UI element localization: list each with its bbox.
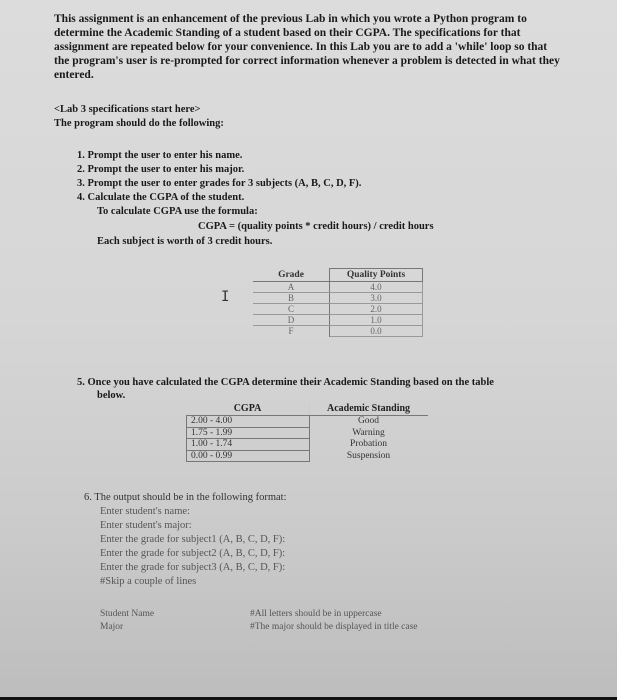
- table-row: [253, 282, 423, 293]
- student-name-label: Student Name: [100, 609, 155, 619]
- output-line: Enter the grade for subject3 (A, B, C, D, F):: [100, 562, 286, 573]
- table-row: [253, 293, 423, 304]
- table-row: [253, 315, 423, 326]
- intro-paragraph: This assignment is an enhancement of the previous Lab in which you wrote a Python program to determine the Academic Standing of a student based on their CGPA. The specifications for that assignment are repeated below for your convenience. In this Lab you are to add a 'while' loop so that the program's user is re-prompted for correct information whenever a problem is detected in what they entered.: [54, 13, 560, 81]
- cgpa-cell: 1.75 - 1.99: [187, 427, 310, 439]
- grade-cell: F: [253, 326, 330, 337]
- uppercase-note: #All letters should be in uppercase: [250, 609, 382, 619]
- grade-table: [253, 268, 423, 337]
- table-row: [253, 326, 423, 337]
- program-should-heading: The program should do the following:: [54, 118, 224, 129]
- standing-cell: Good: [357, 416, 380, 427]
- step-2: 2. Prompt the user to enter his major.: [77, 164, 245, 175]
- quality-cell: 4.0: [330, 282, 423, 293]
- quality-cell: 3.0: [330, 293, 423, 304]
- grade-cell: A: [253, 282, 330, 293]
- output-line: Enter student's major:: [100, 520, 192, 531]
- step-5-continuation: below.: [97, 390, 126, 401]
- table-row: [253, 304, 423, 315]
- cgpa-cell: 0.00 - 0.99: [187, 450, 310, 462]
- output-line: Enter the grade for subject2 (A, B, C, D, F):: [100, 548, 286, 559]
- step-6: 6. The output should be in the following format:: [84, 492, 287, 503]
- grade-header: Grade: [253, 269, 330, 282]
- step-1: 1. Prompt the user to enter his name.: [77, 150, 243, 161]
- table-row: [187, 439, 428, 451]
- cgpa-header: CGPA: [187, 403, 310, 416]
- grade-cell: C: [253, 304, 330, 315]
- step-5: 5. Once you have calculated the CGPA determine their Academic Standing based on the table: [77, 377, 494, 388]
- standing-cell: Warning: [352, 427, 385, 438]
- output-line: Enter student's name:: [100, 506, 190, 517]
- quality-cell: 0.0: [330, 326, 423, 337]
- output-line: Enter the grade for subject1 (A, B, C, D, F):: [100, 534, 286, 545]
- cgpa-cell: 1.00 - 1.74: [187, 439, 310, 451]
- academic-standing-table: [186, 403, 428, 462]
- spec-start-marker: <Lab 3 specifications start here>: [54, 104, 201, 115]
- output-line: #Skip a couple of lines: [100, 576, 197, 587]
- text-cursor-icon: I: [221, 289, 230, 305]
- step-4: 4. Calculate the CGPA of the student.: [77, 192, 245, 203]
- standing-cell: Suspension: [346, 450, 391, 461]
- quality-cell: 1.0: [330, 315, 423, 326]
- credit-hours-note: Each subject is worth of 3 credit hours.: [97, 236, 273, 247]
- table-row: [187, 450, 428, 462]
- quality-points-header: Quality Points: [330, 269, 423, 282]
- table-row: [187, 427, 428, 439]
- grade-cell: B: [253, 293, 330, 304]
- standing-header: Academic Standing: [309, 403, 428, 416]
- table-row: [187, 416, 428, 428]
- cgpa-cell: 2.00 - 4.00: [187, 416, 310, 428]
- quality-cell: 2.0: [330, 304, 423, 315]
- major-label: Major: [100, 622, 124, 632]
- step-3: 3. Prompt the user to enter grades for 3 subjects (A, B, C, D, F).: [77, 178, 362, 189]
- formula-intro: To calculate CGPA use the formula:: [97, 206, 258, 217]
- cgpa-formula: CGPA = (quality points * credit hours) / credit hours: [198, 221, 434, 232]
- grade-cell: D: [253, 315, 330, 326]
- standing-cell: Probation: [350, 439, 387, 449]
- title-case-note: #The major should be displayed in title case: [250, 622, 418, 632]
